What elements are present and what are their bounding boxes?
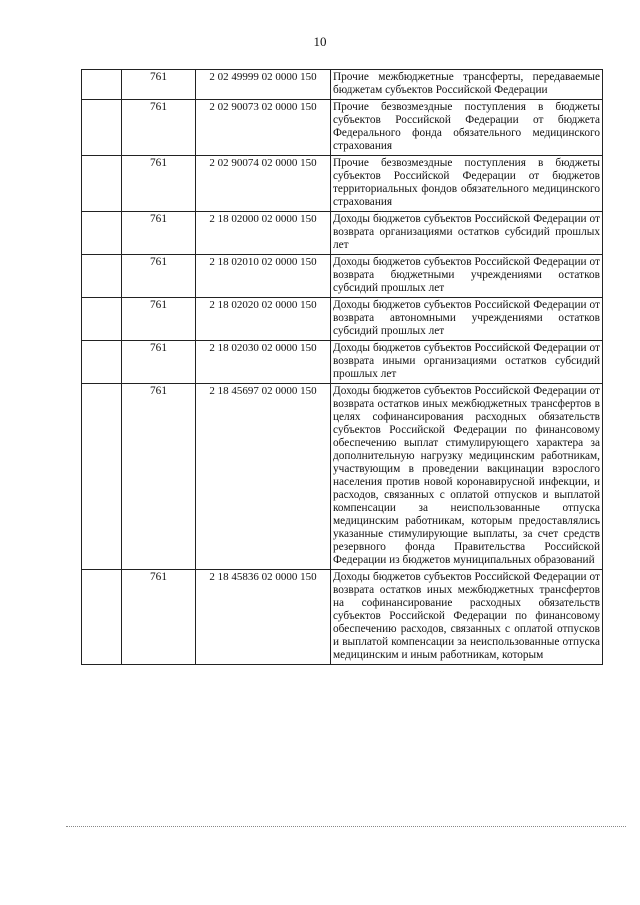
row-blank-cell bbox=[82, 212, 122, 255]
row-blank-cell bbox=[82, 570, 122, 665]
table-row bbox=[82, 70, 603, 100]
row-blank-cell bbox=[82, 384, 122, 570]
income-name-cell: Доходы бюджетов субъектов Российской Федерации от возврата бюджетными учреждениями остатков субсидий прошлых лет bbox=[331, 255, 603, 298]
admin-code-cell: 761 bbox=[122, 100, 196, 156]
budget-code-cell: 2 18 45697 02 0000 150 bbox=[196, 384, 331, 570]
table-row bbox=[82, 255, 603, 298]
page-number: 10 bbox=[313, 34, 327, 49]
admin-code-cell: 761 bbox=[122, 341, 196, 384]
budget-code-cell: 2 18 02020 02 0000 150 bbox=[196, 298, 331, 341]
income-name-cell: Доходы бюджетов субъектов Российской Федерации от возврата автономными учреждениями остатков субсидий прошлых лет bbox=[331, 298, 603, 341]
budget-code-cell: 2 18 02000 02 0000 150 bbox=[196, 212, 331, 255]
admin-code-cell: 761 bbox=[122, 570, 196, 665]
row-blank-cell bbox=[82, 156, 122, 212]
income-name-cell: Доходы бюджетов субъектов Российской Федерации от возврата иными организациями остатков субсидий прошлых лет bbox=[331, 341, 603, 384]
table-row bbox=[82, 298, 603, 341]
income-name-cell: Прочие безвозмездные поступления в бюджеты субъектов Российской Федерации от бюджета Федерального фонда обязательного медицинского страхования bbox=[331, 100, 603, 156]
admin-code-cell: 761 bbox=[122, 298, 196, 341]
budget-code-cell: 2 18 02010 02 0000 150 bbox=[196, 255, 331, 298]
table-row bbox=[82, 384, 603, 570]
admin-code-cell: 761 bbox=[122, 156, 196, 212]
table-body bbox=[82, 70, 603, 665]
income-name-cell: Доходы бюджетов субъектов Российской Федерации от возврата остатков иных межбюджетных трансфертов на софинансирование расходных обязательств субъектов Российской Федерации по финансовому обеспечению расходов, связанных с оплатой отпусков и выплатой компенсации за неиспользованные отпуска медицинским и иным работникам, которым bbox=[331, 570, 603, 665]
table-row bbox=[82, 341, 603, 384]
budget-code-cell: 2 02 49999 02 0000 150 bbox=[196, 70, 331, 100]
admin-code-cell: 761 bbox=[122, 255, 196, 298]
row-blank-cell bbox=[82, 70, 122, 100]
income-name-cell: Доходы бюджетов субъектов Российской Федерации от возврата организациями остатков субсидий прошлых лет bbox=[331, 212, 603, 255]
budget-code-cell: 2 02 90073 02 0000 150 bbox=[196, 100, 331, 156]
scan-artifact-line bbox=[66, 826, 626, 827]
row-blank-cell bbox=[82, 341, 122, 384]
table-row bbox=[82, 100, 603, 156]
row-blank-cell bbox=[82, 100, 122, 156]
budget-codes-table bbox=[81, 69, 603, 665]
row-blank-cell bbox=[82, 298, 122, 341]
budget-code-cell: 2 02 90074 02 0000 150 bbox=[196, 156, 331, 212]
income-name-cell: Прочие межбюджетные трансферты, передаваемые бюджетам субъектов Российской Федерации bbox=[331, 70, 603, 100]
budget-code-cell: 2 18 45836 02 0000 150 bbox=[196, 570, 331, 665]
row-blank-cell bbox=[82, 255, 122, 298]
income-name-cell: Прочие безвозмездные поступления в бюджеты субъектов Российской Федерации от бюджетов территориальных фондов обязательного медицинского страхования bbox=[331, 156, 603, 212]
budget-code-cell: 2 18 02030 02 0000 150 bbox=[196, 341, 331, 384]
admin-code-cell: 761 bbox=[122, 70, 196, 100]
admin-code-cell: 761 bbox=[122, 384, 196, 570]
table-row bbox=[82, 570, 603, 665]
table-row bbox=[82, 212, 603, 255]
table-row bbox=[82, 156, 603, 212]
admin-code-cell: 761 bbox=[122, 212, 196, 255]
income-name-cell: Доходы бюджетов субъектов Российской Федерации от возврата остатков иных межбюджетных трансфертов в целях софинансирования расходных обязательств субъектов Российской Федерации по финансовому обеспечению выплат стимулирующего характера за дополнительную нагрузку медицинским работникам, участвующим в проведении вакцинации взрослого населения против новой коронавирусной инфекции, и расходов, связанных с оплатой отпусков и выплатой компенсации за неиспользованные отпуска медицинским работникам, которым предоставлялись указанные стимулирующие выплаты, за счет средств резервного фонда Правительства Российской Федерации из бюджетов муниципальных образований bbox=[331, 384, 603, 570]
